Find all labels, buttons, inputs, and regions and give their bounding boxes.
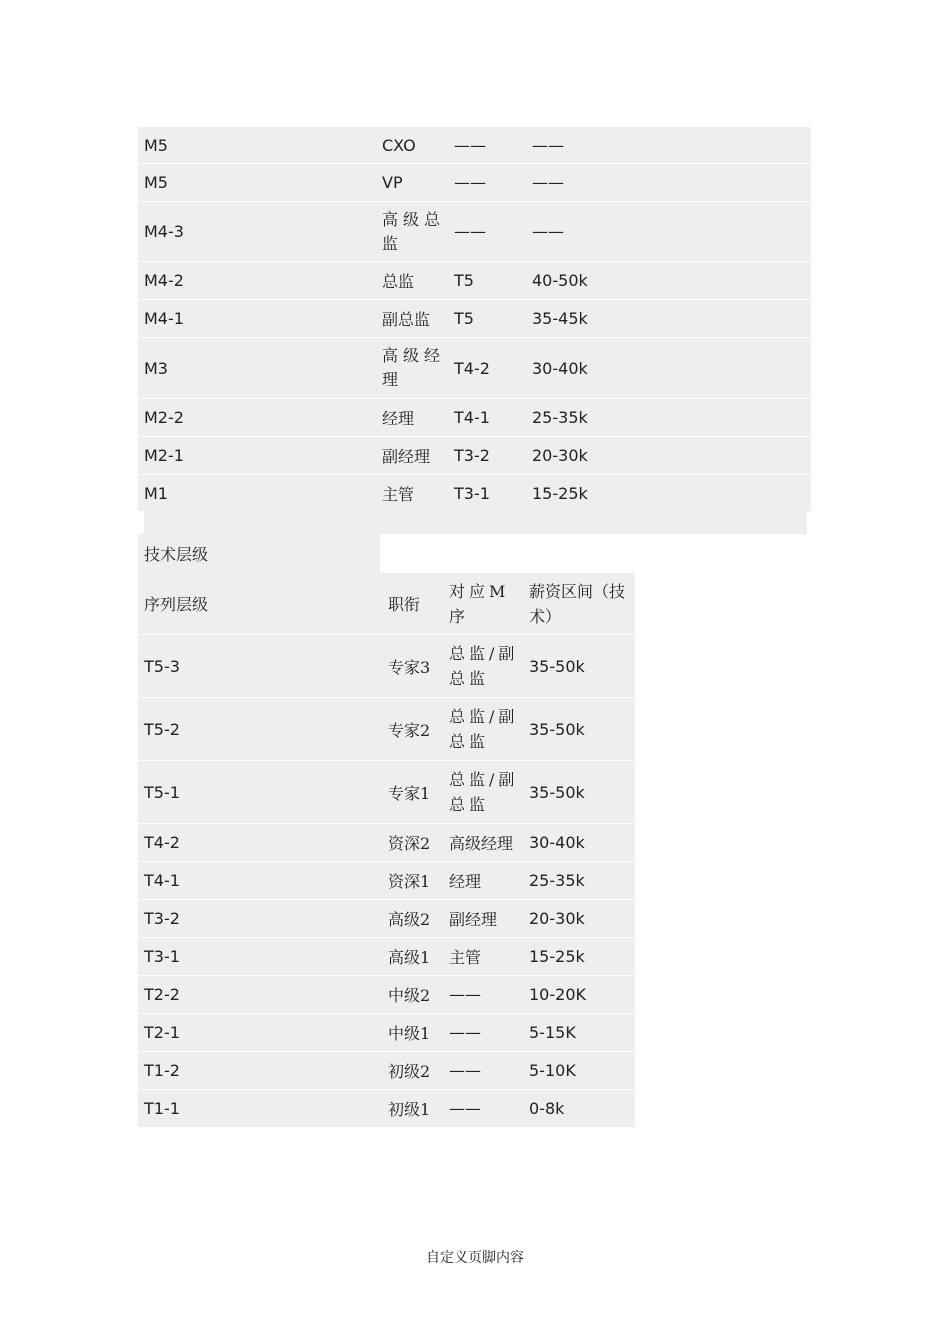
mgmt-tech-level-cell: T4-2: [454, 358, 490, 378]
tech-salary-cell: 5-15K: [529, 1023, 576, 1042]
tech-table-title-cell: [138, 534, 380, 573]
mgmt-tech-level-cell: T5: [454, 271, 474, 290]
mgmt-tech-level-cell: T5: [454, 309, 474, 328]
mgmt-level-cell: M2-2: [144, 408, 184, 427]
tech-level-cell: T5-1: [144, 782, 180, 802]
table-spacer-strip: [144, 508, 807, 534]
tech-level-cell: T1-1: [144, 1099, 180, 1118]
mgmt-level-cell: M4-2: [144, 271, 184, 290]
table-row: [138, 900, 635, 938]
mgmt-tech-level-cell: ——: [454, 135, 486, 155]
table-row: [138, 698, 635, 761]
mgmt-salary-cell: 15-25k: [532, 483, 588, 503]
table-row: [138, 262, 811, 300]
mgmt-title-cell: 副总监: [382, 310, 431, 329]
tech-salary-cell: 0-8k: [529, 1099, 565, 1118]
tech-title-cell: 高级2: [388, 910, 431, 929]
tech-level-cell: T4-2: [144, 833, 180, 852]
mgmt-level-cell: M4-1: [144, 309, 184, 328]
table-header-row: [138, 573, 635, 635]
tech-level-cell: T3-1: [144, 947, 180, 966]
table-row: [138, 1014, 635, 1052]
tech-title-cell: 初级1: [388, 1100, 431, 1119]
mgmt-tech-level-cell: ——: [454, 173, 486, 192]
mgmt-tech-level-cell: T4-1: [454, 408, 490, 427]
mgmt-level-cell: M5: [144, 135, 168, 155]
tech-salary-cell: 35-50k: [529, 782, 585, 802]
mgmt-title-cell: CXO: [382, 135, 416, 155]
tech-level-cell: T5-2: [144, 719, 180, 739]
table-row: [138, 862, 635, 900]
tech-level-cell: T4-1: [144, 871, 180, 890]
table-row: [138, 300, 811, 338]
tech-salary-cell: 10-20K: [529, 985, 586, 1004]
mgmt-salary-cell: 40-50k: [532, 271, 588, 290]
header-level: 序列层级: [144, 595, 209, 614]
tech-salary-cell: 35-50k: [529, 656, 585, 676]
header-m-seq: 对应M序: [449, 581, 510, 626]
tech-m-seq-cell: ——: [449, 985, 481, 1004]
tech-m-seq-cell: ——: [449, 1099, 481, 1118]
tech-m-seq-cell: 副经理: [449, 910, 498, 929]
mgmt-salary-cell: 35-45k: [532, 309, 588, 328]
tech-m-seq-cell: 经理: [449, 872, 482, 891]
mgmt-title-cell: 高级经理: [382, 346, 446, 389]
table-row: [138, 164, 811, 202]
mgmt-tech-level-cell: T3-1: [454, 483, 490, 503]
tech-title-cell: 专家3: [388, 657, 431, 677]
tech-table-title: 技术层级: [144, 545, 209, 564]
tech-m-seq-cell: 总监/副总监: [449, 770, 519, 814]
tech-title-cell: 中级2: [388, 986, 431, 1005]
table-row: [138, 127, 811, 164]
tech-m-seq-cell: 主管: [449, 948, 482, 967]
table-row: [138, 761, 635, 824]
tech-level-table: [138, 573, 635, 1128]
table-row: [138, 938, 635, 976]
tech-title-cell: 资深1: [388, 872, 431, 891]
tech-salary-cell: 25-35k: [529, 871, 585, 890]
table-row: [138, 475, 811, 512]
mgmt-salary-cell: ——: [532, 135, 564, 155]
mgmt-title-cell: 总监: [382, 272, 415, 291]
header-title: 职衔: [388, 595, 421, 614]
mgmt-level-cell: M5: [144, 173, 168, 192]
table-row: [138, 202, 811, 262]
mgmt-title-cell: 副经理: [382, 447, 431, 466]
table-row: [138, 824, 635, 862]
mgmt-salary-cell: ——: [532, 173, 564, 192]
tech-level-cell: T2-2: [144, 985, 180, 1004]
mgmt-title-cell: 主管: [382, 484, 415, 504]
tech-salary-cell: 30-40k: [529, 833, 585, 852]
tech-title-cell: 专家2: [388, 720, 431, 740]
mgmt-tech-level-cell: ——: [454, 222, 486, 241]
tech-title-cell: 高级1: [388, 948, 431, 967]
mgmt-title-cell: 经理: [382, 409, 415, 428]
table-row: [138, 1052, 635, 1090]
table-row: [138, 976, 635, 1014]
tech-m-seq-cell: 总监/副总监: [449, 707, 519, 751]
tech-m-seq-cell: ——: [449, 1061, 481, 1080]
tech-title-cell: 中级1: [388, 1024, 431, 1043]
mgmt-salary-cell: 20-30k: [532, 446, 588, 465]
tech-title-cell: 专家1: [388, 783, 431, 803]
mgmt-title-cell: VP: [382, 173, 403, 192]
mgmt-tech-level-cell: T3-2: [454, 446, 490, 465]
header-salary: 薪资区间（技术）: [529, 581, 626, 626]
mgmt-salary-cell: ——: [532, 222, 564, 241]
tech-salary-cell: 5-10K: [529, 1061, 576, 1080]
mgmt-title-cell: 高级总监: [382, 209, 446, 253]
tech-level-cell: T3-2: [144, 909, 180, 928]
tech-level-cell: T1-2: [144, 1061, 180, 1080]
tech-level-cell: T5-3: [144, 656, 180, 676]
table-row: [138, 1090, 635, 1128]
mgmt-level-cell: M4-3: [144, 222, 184, 241]
table-row: [138, 399, 811, 437]
tech-title-cell: 资深2: [388, 834, 431, 853]
management-level-table: [138, 127, 811, 512]
tech-level-cell: T2-1: [144, 1023, 180, 1042]
tech-salary-cell: 20-30k: [529, 909, 585, 928]
tech-salary-cell: 35-50k: [529, 719, 585, 739]
page-footer: 自定义页脚内容: [426, 1250, 524, 1266]
mgmt-salary-cell: 30-40k: [532, 358, 588, 378]
tech-salary-cell: 15-25k: [529, 947, 585, 966]
table-row: [138, 635, 635, 698]
table-row: [138, 437, 811, 475]
table-row: [138, 338, 811, 399]
mgmt-level-cell: M3: [144, 358, 168, 378]
tech-m-seq-cell: 总监/副总监: [449, 644, 519, 688]
mgmt-level-cell: M1: [144, 483, 168, 503]
mgmt-salary-cell: 25-35k: [532, 408, 588, 427]
tech-m-seq-cell: 高级经理: [449, 834, 514, 853]
mgmt-level-cell: M2-1: [144, 446, 184, 465]
tech-m-seq-cell: ——: [449, 1023, 481, 1042]
tech-title-cell: 初级2: [388, 1062, 431, 1081]
